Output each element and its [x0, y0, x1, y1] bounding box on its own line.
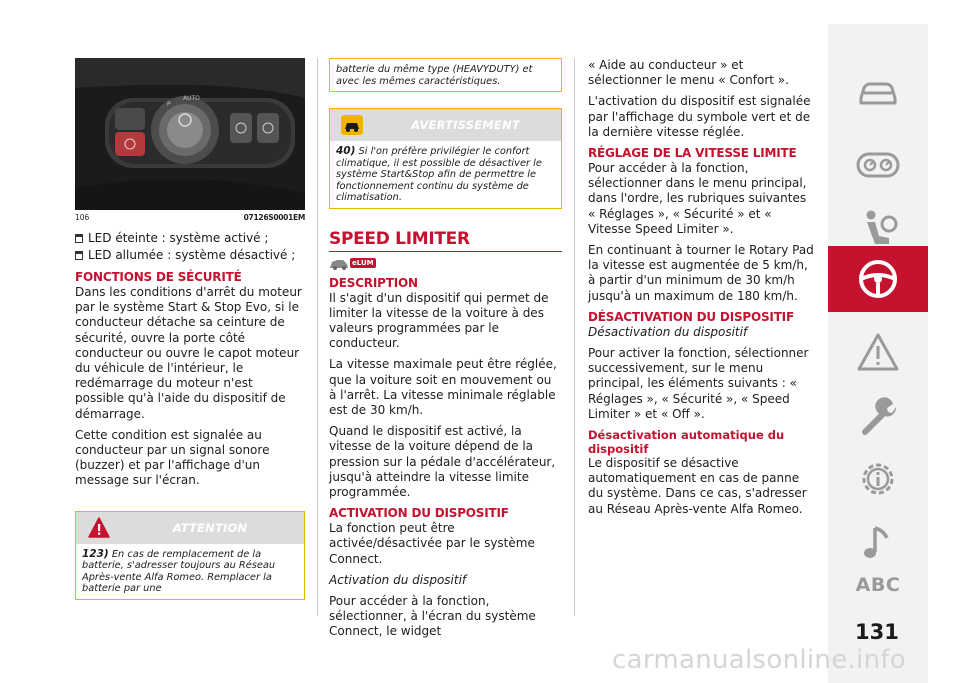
attention-box [75, 511, 305, 600]
continued-attention-box [329, 58, 562, 92]
paragraph: Cette condition est signalée au conducteur par un signal sonore (buzzer) et par l'affichage d'un message sur l'écran. [75, 427, 270, 488]
paragraph: Pour activer la fonction, sélectionner successivement, sur le menu principal, les éléments suivants : « Réglages », « Sécurité », « Speed Limiter » et « Off ». [588, 346, 809, 421]
warning-number: 40) [336, 145, 356, 157]
paragraph: Le dispositif se désactive automatiquement en cas de panne du système. Dans ce cas, s'adresser au Réseau Après-vente Alfa Romeo. [588, 456, 807, 516]
section-title-deactivation: DÉSACTIVATION DU DISPOSITIF [588, 309, 794, 324]
warning-triangle-icon [855, 330, 901, 376]
continued-attention-text: batterie du même type (HEAVYDUTY) et avec les mêmes caractéristiques. [336, 64, 533, 87]
elum-badge [329, 256, 562, 270]
bullet-text: LED éteinte : système activé ; [88, 231, 269, 245]
warning-title: AVERTISSEMENT [411, 118, 520, 132]
section-title-auto-deactivation: Désactivation automatique du dispositif [588, 428, 785, 457]
attention-number: 123) [82, 547, 109, 560]
dashboard-photo [75, 58, 305, 210]
warning-header [330, 109, 561, 141]
column-divider [574, 58, 575, 616]
chapter-tab-vehicle[interactable] [828, 60, 928, 126]
paragraph: L'activation du dispositif est signalée par l'affichage du symbole vert et de la dernière vitesse réglée. [588, 94, 811, 139]
warning-body [330, 141, 561, 208]
column-1 [75, 58, 305, 600]
chapter-tab-index[interactable] [828, 552, 928, 618]
paragraph: La vitesse maximale peut être réglée, que la voiture soit en mouvement ou à l'arrêt. La vitesse minimale réglable est de 30 km/h. [329, 357, 557, 417]
attention-text: En cas de remplacement de la batterie, s'adresser toujours au Réseau Après-vente Alfa Romeo. Remplacer la batterie par une [82, 548, 276, 595]
attention-header [76, 512, 304, 544]
subheading-italic: Activation du dispositif [329, 572, 467, 587]
column-2 [329, 58, 562, 646]
index-abc-label: ABC [855, 574, 901, 596]
svg-text:P: P [167, 101, 171, 108]
car-silhouette-icon [329, 256, 349, 270]
chapter-tab-technical-data[interactable] [828, 446, 928, 512]
chapter-tab-driving[interactable] [828, 246, 928, 312]
chapter-tab-dashboard[interactable] [828, 132, 928, 198]
paragraph: Dans les conditions d'arrêt du moteur par le système Start & Stop Evo, si le conducteur détache sa ceinture de sécurité, ouvre la porte côté conducteur ou ouvre le capot moteur du véhicule de l'intérieur, le redémarrage du moteur n'est possible qu'à l'aide du dispositif de démarrage. [75, 285, 302, 421]
section-title-safety: FONCTIONS DE SÉCURITÉ [75, 270, 242, 284]
elum-label: eLUM [352, 258, 374, 267]
attention-body [76, 544, 304, 599]
warning-text: Si l'on préfère privilégier le confort climatique, il est possible de désactiver le système Start&Stop afin de permettre le fonctionnement continu du système de climatisation. [336, 146, 542, 203]
chapter-sidebar [828, 24, 928, 683]
chapter-tab-maintenance[interactable] [828, 384, 928, 450]
section-title-activation: ACTIVATION DU DISPOSITIF [329, 506, 509, 521]
bullet-square-icon [75, 235, 83, 243]
paragraph: En continuant à tourner le Rotary Pad la vitesse est augmentée de 5 km/h, à partir d'un minimum de 30 km/h jusqu'à un maximum de 180 km/h. [588, 243, 814, 303]
paragraph: Il s'agit d'un dispositif qui permet de limiter la vitesse de la voiture à des valeurs programmées par le conducteur. [329, 290, 549, 351]
bullet-item [75, 230, 305, 247]
wrench-icon [855, 394, 901, 440]
bullet-square-icon [75, 252, 83, 260]
column-3 [588, 58, 814, 523]
steering-wheel-icon [855, 256, 901, 302]
svg-text:AUTO: AUTO [183, 95, 200, 102]
watermark: carmanualsonline.info [612, 645, 907, 675]
warning-box [329, 108, 562, 209]
light-switch-illustration [75, 58, 305, 210]
bullet-item [75, 247, 305, 264]
instrument-cluster-icon [855, 142, 901, 188]
car-icon [855, 70, 901, 116]
column-divider [317, 58, 318, 616]
paragraph: La fonction peut être activée/désactivée par le système Connect. [329, 521, 535, 566]
attention-title: ATTENTION [172, 520, 248, 535]
section-title-description: DESCRIPTION [329, 275, 418, 290]
figure-number: 106 [75, 213, 90, 222]
speed-limiter-heading [329, 229, 562, 252]
figure-code: 07126S0001EM [243, 213, 305, 222]
paragraph: Pour accéder à la fonction, sélectionner dans le menu principal, dans l'ordre, les rubriques suivantes « Réglages », « Sécurité » et « Vitesse Speed Limiter ». [588, 161, 807, 236]
gear-info-icon [855, 456, 901, 502]
figure-caption [75, 213, 305, 222]
page-number: 131 [855, 620, 899, 644]
section-title-speed-setting: RÉGLAGE DE LA VITESSE LIMITE [588, 146, 797, 161]
subheading-italic: Désactivation du dispositif [588, 324, 748, 339]
section-title-speed-limiter: SPEED LIMITER [329, 228, 470, 249]
bullet-text: LED allumée : système désactivé ; [88, 248, 296, 262]
chapter-tab-emergency[interactable] [828, 320, 928, 386]
paragraph: Pour accéder à la fonction, sélectionner, à l'écran du système Connect, le widget [329, 593, 536, 639]
paragraph: « Aide au conducteur » et sélectionner le menu « Confort ». [588, 58, 789, 88]
paragraph: Quand le dispositif est activé, la vitesse de la voiture dépend de la pression sur la pédale d'accélérateur, jusqu'à atteindre la vitesse limite programmée. [329, 424, 556, 499]
